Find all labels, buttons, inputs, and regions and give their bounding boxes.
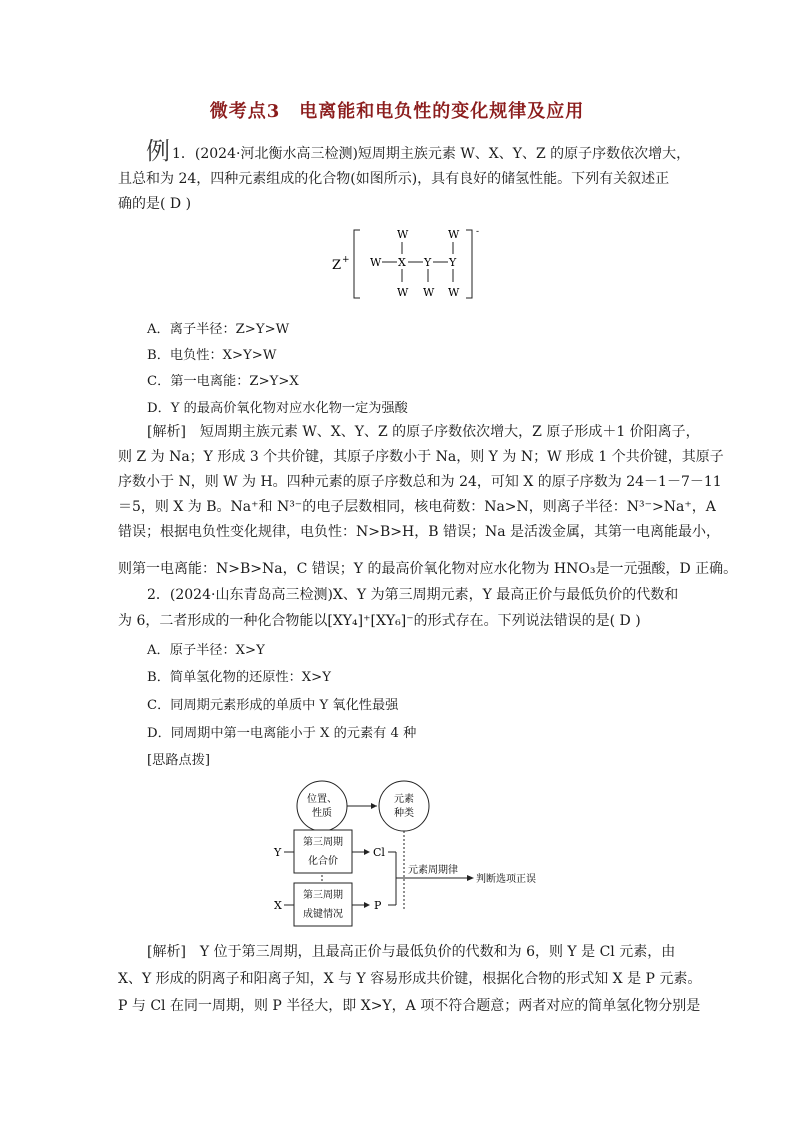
q1-line2: 且总和为 24，四种元素组成的化合物(如图所示)，具有良好的储氢性能。下列有关叙述正 [118,171,670,187]
q1-option-b: B．电负性：X>Y>W [147,348,277,363]
q1-line1: 1．(2024·河北衡水高三检测)短周期主族元素 W、X、Y、Z 的原子序数依次增大， [172,146,691,162]
left-bracket [354,230,360,298]
flow-box2-line1: 第三周期 [303,890,343,901]
q2-hint-label: [思路点拨] [147,753,211,768]
flow-arrowhead-circles [371,803,377,809]
q1-analysis-line3: 序数小于 N，则 W 为 H。四种元素的原子序数总和为 24，可知 X 的原子序数为 24－1－7－11 [118,474,722,490]
flow-input-y: Y [274,846,282,859]
example-mark: 例 [146,137,170,165]
flow-circle1-line1: 位置、 [307,794,337,805]
flow-circle-position [297,781,347,831]
q2-option-d: D．同周期中第一电离能小于 X 的元素有 4 种 [147,726,417,741]
struct-w-top1: W [397,228,409,241]
struct-anion-charge: - [476,227,480,237]
flow-box1-line1: 第三周期 [303,837,343,848]
flow-arrowhead-cl [364,849,370,855]
struct-w-bottom3: W [448,286,460,299]
q1-structure-diagram [326,222,486,304]
struct-cation-charge: + [342,255,350,265]
q1-option-a: A．离子半径：Z>Y>W [147,322,290,337]
q1-analysis-line5: 错误；根据电负性变化规律，电负性：N>B>H，B 错误；Na 是活泼金属，其第一电离能最小， [118,524,720,540]
struct-x: X [398,256,406,269]
struct-y2: Y [449,256,457,269]
flow-output-cl: Cl [373,846,385,859]
flow-law-label: 元素周期律 [408,865,458,876]
right-bracket [466,230,472,298]
q2-analysis-line1: [解析] Y 位于第三周期，且最高正价与最低负价的代数和为 6，则 Y 是 Cl 元素，由 [147,944,676,960]
struct-w-left: W [370,256,382,269]
flow-circle1-line2: 性质 [312,808,332,819]
q1-line3: 确的是( D ) [118,196,192,212]
q1-analysis-line2: 则 Z 为 Na；Y 形成 3 个共价键，其原子序数小于 Na，则 Y 为 N；W 形成 1 个共价键，其原子 [118,449,724,465]
flow-circle2-line1: 元素 [394,794,414,805]
q2-line1: 2．(2024·山东青岛高三检测)X、Y 为第三周期元素，Y 最高正价与最低负价的代数和 [147,587,679,603]
q2-option-c: C．同周期元素形成的单质中 Y 氧化性最强 [147,698,399,713]
q1-option-d: D．Y 的最高价氧化物对应水化物一定为强酸 [147,401,408,416]
struct-cation: Z [332,258,342,273]
flow-box1-line2: 化合价 [308,856,338,867]
q2-option-b: B．简单氢化物的还原性：X>Y [147,670,331,685]
struct-w-top2: W [448,228,460,241]
flow-circle2-line2: 种类 [394,808,414,819]
q1-analysis-line4: ＝5，则 X 为 B。Na⁺和 N³⁻的电子层数相同，核电荷数：Na>N，则离子半径：N³⁻>Na⁺，A [118,499,716,515]
flow-input-x: X [274,899,282,912]
struct-w-bottom2: W [423,286,435,299]
flow-box2-line2: 成键情况 [303,909,343,920]
struct-y1: Y [424,256,432,269]
flow-output-p: P [374,899,382,912]
flow-circle-element [379,781,429,831]
q2-analysis-line2: X、Y 形成的阴离子和阳离子知，X 与 Y 容易形成共价键，根据化合物的形式知 X 是 P 元素。 [118,971,702,987]
q2-line2: 为 6，二者形成的一种化合物能以[XY₄]⁺[XY₆]⁻的形式存在。下列说法错误的是( D ) [118,613,641,629]
flow-arrowhead-law [467,875,474,881]
q2-analysis-line3: P 与 Cl 在同一周期，则 P 半径大，即 X>Y，A 项不符合题意；两者对应的简单氢化物分别是 [118,998,701,1014]
flow-judge-label: 判断选项正误 [476,874,536,885]
q2-option-a: A．原子半径：X>Y [147,643,265,658]
flow-arrowhead-p [364,902,370,908]
q1-analysis-line6: 则第一电离能：N>B>Na，C 错误；Y 的最高价氧化物对应水化物为 HNO₃是一元强酸，D 正确。 [118,561,738,577]
page-title: 微考点3 电离能和电负性的变化规律及应用 [209,101,585,122]
q1-option-c: C．第一电离能：Z>Y>X [147,374,299,389]
q1-analysis-line1: [解析] 短周期主族元素 W、X、Y、Z 的原子序数依次增大，Z 原子形成＋1 价阳离子， [147,424,700,440]
q2-flow-diagram [270,778,560,930]
struct-w-bottom1: W [397,286,409,299]
